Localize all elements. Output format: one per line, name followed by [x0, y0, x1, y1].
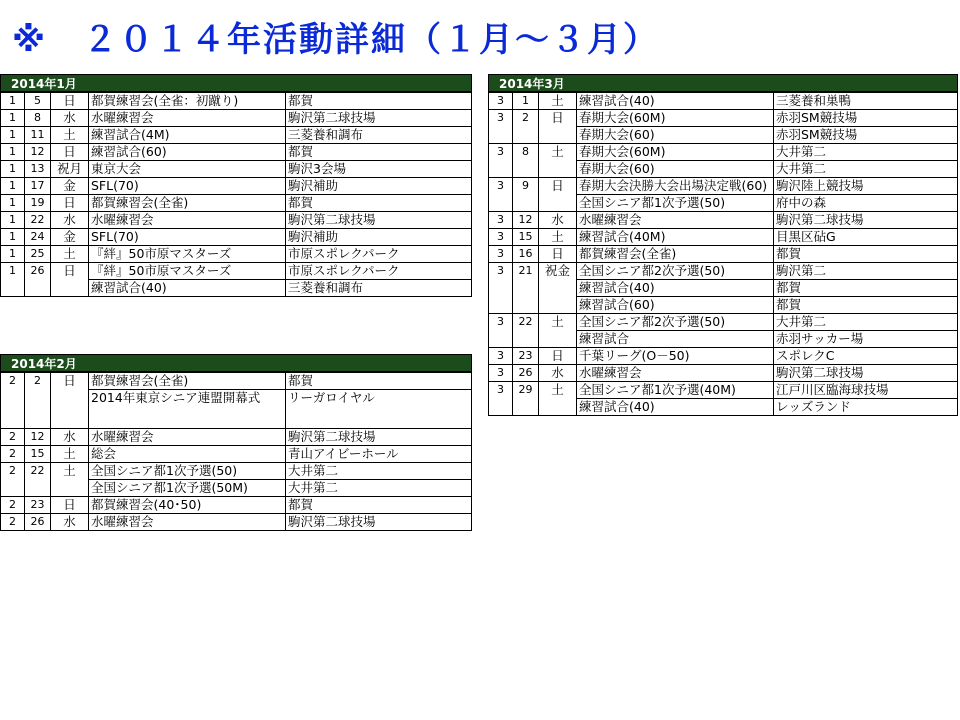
day-cell	[25, 480, 51, 497]
month-cell	[489, 161, 513, 178]
event-cell: 練習試合(4M)	[89, 127, 286, 144]
month-cell	[489, 195, 513, 212]
event-cell: SFL(70)	[89, 229, 286, 246]
day-cell: 25	[25, 246, 51, 263]
day-cell	[513, 399, 539, 416]
month-cell: 1	[1, 229, 25, 246]
schedule-row	[489, 365, 958, 382]
venue-cell: 駒沢第二球技場	[774, 365, 958, 382]
weekday-cell: 日	[51, 497, 89, 514]
schedule-row	[1, 497, 472, 514]
day-cell: 13	[25, 161, 51, 178]
venue-cell: 駒沢第二球技場	[286, 514, 472, 531]
month-cell: 3	[489, 178, 513, 195]
weekday-cell	[539, 161, 577, 178]
event-cell: 総会	[89, 446, 286, 463]
event-cell: 練習試合(40)	[89, 280, 286, 297]
weekday-cell: 日	[51, 93, 89, 110]
month-cell: 2	[1, 446, 25, 463]
event-cell: 水曜練習会	[577, 212, 774, 229]
schedule-row	[489, 127, 958, 144]
weekday-cell	[539, 399, 577, 416]
event-cell: 水曜練習会	[89, 514, 286, 531]
event-cell: 都賀練習会(全雀：初蹴り)	[89, 93, 286, 110]
event-cell: 都賀練習会(全雀)	[89, 373, 286, 390]
schedule-row	[489, 399, 958, 416]
day-cell: 12	[513, 212, 539, 229]
weekday-cell: 土	[51, 446, 89, 463]
month-cell: 1	[1, 161, 25, 178]
day-cell: 26	[25, 514, 51, 531]
february-schedule	[0, 354, 472, 531]
event-cell: 春期大会(60)	[577, 127, 774, 144]
schedule-row	[489, 161, 958, 178]
schedule-row	[489, 229, 958, 246]
february-header: 2014年2月	[0, 354, 472, 372]
venue-cell: 大井第二	[286, 463, 472, 480]
weekday-cell: 土	[51, 127, 89, 144]
march-table	[488, 92, 958, 416]
day-cell: 9	[513, 178, 539, 195]
month-cell: 1	[1, 212, 25, 229]
schedule-row	[1, 390, 472, 429]
event-cell: 春期大会(60M)	[577, 144, 774, 161]
event-cell: 全国シニア都1次予選(50M)	[89, 480, 286, 497]
venue-cell: 都賀	[286, 373, 472, 390]
day-cell: 2	[25, 373, 51, 390]
weekday-cell	[539, 280, 577, 297]
month-cell	[489, 127, 513, 144]
weekday-cell: 日	[539, 110, 577, 127]
february-table	[0, 372, 472, 531]
schedule-row	[489, 331, 958, 348]
event-cell: 春期大会決勝大会出場決定戦(60)	[577, 178, 774, 195]
venue-cell: 都賀	[286, 497, 472, 514]
weekday-cell: 土	[539, 93, 577, 110]
schedule-row	[1, 446, 472, 463]
schedule-row	[1, 161, 472, 178]
venue-cell: 赤羽サッカー場	[774, 331, 958, 348]
weekday-cell: 水	[51, 429, 89, 446]
venue-cell: 都賀	[774, 297, 958, 314]
venue-cell: 駒沢第二球技場	[286, 212, 472, 229]
day-cell: 26	[25, 263, 51, 280]
venue-cell: 三菱養和調布	[286, 127, 472, 144]
venue-cell: レッズランド	[774, 399, 958, 416]
schedule-row	[489, 246, 958, 263]
month-cell: 1	[1, 110, 25, 127]
day-cell	[513, 161, 539, 178]
venue-cell: 青山アイビーホール	[286, 446, 472, 463]
event-cell: 水曜練習会	[89, 212, 286, 229]
schedule-row	[489, 212, 958, 229]
event-cell: SFL(70)	[89, 178, 286, 195]
page-title: ※ ２０１４年活動詳細（１月～３月）	[12, 20, 660, 60]
venue-cell: 大井第二	[774, 161, 958, 178]
month-cell: 3	[489, 144, 513, 161]
month-cell: 1	[1, 144, 25, 161]
schedule-row	[489, 263, 958, 280]
weekday-cell: 水	[51, 212, 89, 229]
weekday-cell: 日	[539, 246, 577, 263]
day-cell: 23	[513, 348, 539, 365]
venue-cell: 三菱養和巣鴨	[774, 93, 958, 110]
schedule-row	[489, 382, 958, 399]
january-header: 2014年1月	[0, 74, 472, 92]
day-cell: 5	[25, 93, 51, 110]
schedule-row	[1, 263, 472, 280]
schedule-row	[1, 229, 472, 246]
schedule-row	[1, 110, 472, 127]
day-cell: 11	[25, 127, 51, 144]
month-cell: 3	[489, 246, 513, 263]
event-cell: 練習試合(40)	[577, 93, 774, 110]
day-cell: 16	[513, 246, 539, 263]
month-cell	[1, 280, 25, 297]
event-cell: 2014年東京シニア連盟開幕式	[89, 390, 286, 429]
event-cell: 都賀練習会(全雀)	[89, 195, 286, 212]
venue-cell: 都賀	[286, 144, 472, 161]
weekday-cell: 金	[51, 178, 89, 195]
schedule-row	[1, 429, 472, 446]
schedule-row	[1, 514, 472, 531]
day-cell: 22	[25, 463, 51, 480]
venue-cell: 駒沢第二球技場	[286, 429, 472, 446]
month-cell: 3	[489, 382, 513, 399]
event-cell: 都賀練習会(40･50)	[89, 497, 286, 514]
schedule-row	[1, 246, 472, 263]
day-cell: 1	[513, 93, 539, 110]
day-cell	[513, 280, 539, 297]
schedule-row	[489, 195, 958, 212]
event-cell: 全国シニア都2次予選(50)	[577, 263, 774, 280]
day-cell: 29	[513, 382, 539, 399]
month-cell: 3	[489, 348, 513, 365]
schedule-row	[1, 178, 472, 195]
weekday-cell: 土	[51, 463, 89, 480]
day-cell	[25, 390, 51, 429]
day-cell: 15	[25, 446, 51, 463]
day-cell: 12	[25, 429, 51, 446]
event-cell: 水曜練習会	[577, 365, 774, 382]
weekday-cell: 日	[539, 348, 577, 365]
day-cell: 8	[25, 110, 51, 127]
event-cell: 全国シニア都2次予選(50)	[577, 314, 774, 331]
month-cell: 2	[1, 497, 25, 514]
month-cell: 3	[489, 212, 513, 229]
schedule-row	[1, 373, 472, 390]
weekday-cell	[539, 127, 577, 144]
month-cell: 1	[1, 195, 25, 212]
month-cell: 3	[489, 93, 513, 110]
venue-cell: 市原スポレクパーク	[286, 263, 472, 280]
january-schedule	[0, 74, 472, 297]
venue-cell: 三菱養和調布	[286, 280, 472, 297]
month-cell: 1	[1, 127, 25, 144]
event-cell: 全国シニア都1次予選(40M)	[577, 382, 774, 399]
event-cell: 春期大会(60M)	[577, 110, 774, 127]
weekday-cell: 土	[539, 229, 577, 246]
month-cell: 3	[489, 365, 513, 382]
month-cell: 3	[489, 263, 513, 280]
weekday-cell	[539, 195, 577, 212]
schedule-row	[489, 178, 958, 195]
event-cell: 水曜練習会	[89, 110, 286, 127]
schedule-row	[1, 280, 472, 297]
day-cell: 2	[513, 110, 539, 127]
weekday-cell: 水	[51, 110, 89, 127]
weekday-cell: 土	[539, 144, 577, 161]
schedule-row	[489, 110, 958, 127]
schedule-row	[489, 348, 958, 365]
venue-cell: 大井第二	[774, 144, 958, 161]
weekday-cell: 祝月	[51, 161, 89, 178]
event-cell: 練習試合(40)	[577, 399, 774, 416]
venue-cell: 江戸川区臨海球技場	[774, 382, 958, 399]
month-cell: 1	[1, 263, 25, 280]
march-header: 2014年3月	[488, 74, 958, 92]
weekday-cell: 祝金	[539, 263, 577, 280]
month-cell	[489, 297, 513, 314]
venue-cell: 都賀	[774, 280, 958, 297]
weekday-cell: 日	[51, 263, 89, 280]
day-cell: 8	[513, 144, 539, 161]
month-cell: 3	[489, 110, 513, 127]
month-cell: 3	[489, 229, 513, 246]
event-cell: 『絆』50市原マスターズ	[89, 263, 286, 280]
month-cell	[489, 280, 513, 297]
venue-cell: 駒沢補助	[286, 229, 472, 246]
venue-cell: 府中の森	[774, 195, 958, 212]
month-cell: 1	[1, 178, 25, 195]
venue-cell: スポレクC	[774, 348, 958, 365]
day-cell	[513, 331, 539, 348]
schedule-row	[489, 280, 958, 297]
schedule-row	[1, 144, 472, 161]
event-cell: 練習試合	[577, 331, 774, 348]
weekday-cell: 日	[539, 178, 577, 195]
weekday-cell: 水	[539, 212, 577, 229]
weekday-cell: 土	[539, 382, 577, 399]
month-cell: 2	[1, 463, 25, 480]
day-cell	[513, 297, 539, 314]
schedule-row	[1, 480, 472, 497]
schedule-row	[489, 297, 958, 314]
event-cell: 東京大会	[89, 161, 286, 178]
weekday-cell: 日	[51, 144, 89, 161]
weekday-cell	[539, 297, 577, 314]
day-cell: 15	[513, 229, 539, 246]
event-cell: 千葉リーグ(O－50)	[577, 348, 774, 365]
day-cell: 22	[25, 212, 51, 229]
event-cell: 練習試合(60)	[89, 144, 286, 161]
month-cell	[1, 480, 25, 497]
month-cell	[489, 331, 513, 348]
venue-cell: 都賀	[286, 195, 472, 212]
venue-cell: 駒沢3会場	[286, 161, 472, 178]
schedule-row	[1, 463, 472, 480]
month-cell	[1, 390, 25, 429]
weekday-cell	[51, 280, 89, 297]
month-cell: 1	[1, 93, 25, 110]
schedule-row	[1, 212, 472, 229]
venue-cell: 市原スポレクパーク	[286, 246, 472, 263]
event-cell: 練習試合(40)	[577, 280, 774, 297]
venue-cell: リーガロイヤル	[286, 390, 472, 429]
venue-cell: 駒沢補助	[286, 178, 472, 195]
venue-cell: 大井第二	[286, 480, 472, 497]
weekday-cell	[539, 331, 577, 348]
schedule-row	[1, 93, 472, 110]
day-cell: 22	[513, 314, 539, 331]
venue-cell: 駒沢陸上競技場	[774, 178, 958, 195]
venue-cell: 赤羽SM競技場	[774, 110, 958, 127]
day-cell	[513, 127, 539, 144]
month-cell: 3	[489, 314, 513, 331]
weekday-cell: 日	[51, 195, 89, 212]
venue-cell: 都賀	[774, 246, 958, 263]
day-cell: 12	[25, 144, 51, 161]
weekday-cell	[51, 480, 89, 497]
event-cell: 『絆』50市原マスターズ	[89, 246, 286, 263]
event-cell: 水曜練習会	[89, 429, 286, 446]
schedule-row	[489, 93, 958, 110]
weekday-cell: 日	[51, 373, 89, 390]
weekday-cell: 土	[51, 246, 89, 263]
event-cell: 全国シニア都1次予選(50)	[89, 463, 286, 480]
venue-cell: 駒沢第二球技場	[774, 212, 958, 229]
venue-cell: 大井第二	[774, 314, 958, 331]
event-cell: 春期大会(60)	[577, 161, 774, 178]
march-schedule	[488, 74, 958, 416]
day-cell	[25, 280, 51, 297]
schedule-row	[489, 314, 958, 331]
day-cell: 24	[25, 229, 51, 246]
day-cell	[513, 195, 539, 212]
venue-cell: 目黒区砧G	[774, 229, 958, 246]
day-cell: 19	[25, 195, 51, 212]
day-cell: 21	[513, 263, 539, 280]
weekday-cell: 土	[539, 314, 577, 331]
event-cell: 練習試合(60)	[577, 297, 774, 314]
day-cell: 23	[25, 497, 51, 514]
event-cell: 練習試合(40M)	[577, 229, 774, 246]
weekday-cell: 金	[51, 229, 89, 246]
month-cell: 2	[1, 514, 25, 531]
month-cell: 1	[1, 246, 25, 263]
event-cell: 全国シニア都1次予選(50)	[577, 195, 774, 212]
weekday-cell: 水	[539, 365, 577, 382]
weekday-cell	[51, 390, 89, 429]
schedule-row	[1, 127, 472, 144]
schedule-row	[489, 144, 958, 161]
venue-cell: 駒沢第二球技場	[286, 110, 472, 127]
day-cell: 26	[513, 365, 539, 382]
venue-cell: 都賀	[286, 93, 472, 110]
day-cell: 17	[25, 178, 51, 195]
schedule-row	[1, 195, 472, 212]
month-cell: 2	[1, 373, 25, 390]
weekday-cell: 水	[51, 514, 89, 531]
venue-cell: 駒沢第二	[774, 263, 958, 280]
month-cell	[489, 399, 513, 416]
event-cell: 都賀練習会(全雀)	[577, 246, 774, 263]
month-cell: 2	[1, 429, 25, 446]
venue-cell: 赤羽SM競技場	[774, 127, 958, 144]
january-table	[0, 92, 472, 297]
